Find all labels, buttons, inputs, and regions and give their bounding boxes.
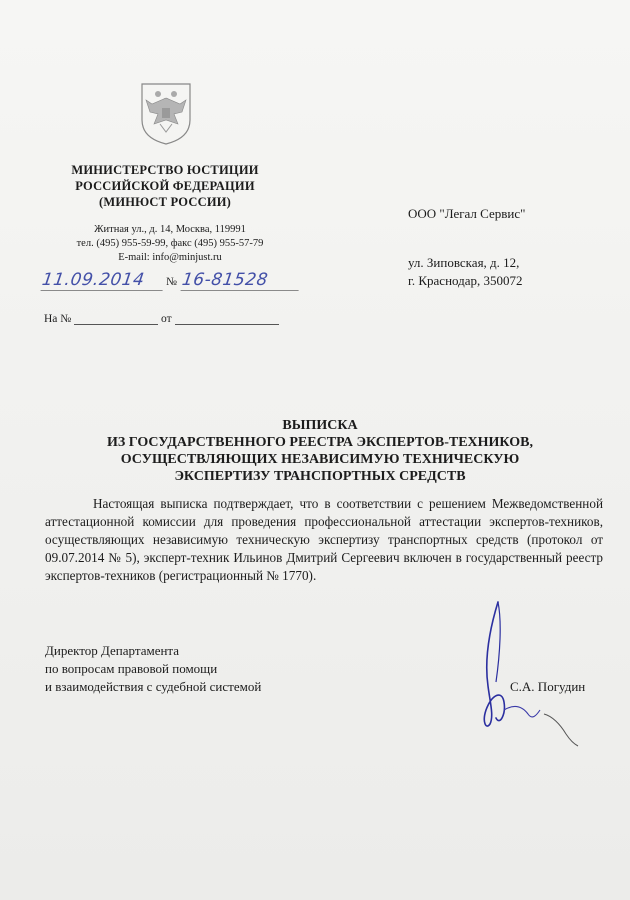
ministry-line: МИНИСТЕРСТВО ЮСТИЦИИ xyxy=(71,163,259,177)
title-line: ВЫПИСКА xyxy=(282,418,358,433)
address-line: E-mail: info@minjust.ru xyxy=(118,252,222,263)
outgoing-number: 16-81528 xyxy=(181,270,302,291)
signer-role-line: по вопросам правовой помощи xyxy=(45,661,218,676)
reference-from-label: от xyxy=(161,313,172,325)
reference-date-blank xyxy=(175,312,279,325)
recipient-address-line: ул. Зиповская, д. 12, xyxy=(408,255,520,270)
recipient-name: ООО "Легал Сервис" xyxy=(408,206,526,221)
address-line: Житная ул., д. 14, Москва, 119991 xyxy=(94,224,246,235)
address-line: тел. (495) 955-59-99, факс (495) 955-57-79 xyxy=(76,238,264,249)
outgoing-number-label: № xyxy=(166,276,177,288)
title-line: ЭКСПЕРТИЗУ ТРАНСПОРТНЫХ СРЕДСТВ xyxy=(174,469,466,484)
signer-role-line: и взаимодействия с судебной системой xyxy=(45,679,262,694)
title-line: ОСУЩЕСТВЛЯЮЩИХ НЕЗАВИСИМУЮ ТЕХНИЧЕСКУЮ xyxy=(120,452,520,467)
ministry-name xyxy=(40,162,290,210)
coat-of-arms-emblem xyxy=(136,80,196,146)
signer-name: С.А. Погудин xyxy=(510,679,586,694)
reference-number-blank xyxy=(74,312,158,325)
signer-role-line: Директор Департамента xyxy=(45,643,180,658)
document-title xyxy=(40,417,600,485)
recipient-address xyxy=(408,254,523,290)
ministry-address xyxy=(40,223,300,265)
ministry-line: РОССИЙСКОЙ ФЕДЕРАЦИИ xyxy=(75,179,255,193)
signer-position xyxy=(45,642,261,696)
reference-label: На № xyxy=(44,313,72,325)
body-paragraph: Настоящая выписка подтверждает, что в соответствии с решением Межведомственной аттестационной комиссии для проведения профессиональной аттестации экспертов-техников, осуществляющих независимую техническую экспертизу транспортных средств (протокол от 09.07.2014 № 5), эксперт-техник Ильинов Дмитрий Сергеевич включен в государственный реестр экспертов-техников (регистрационный № 1770). xyxy=(45,496,603,583)
outgoing-date: 11.09.2014 xyxy=(41,270,166,291)
ministry-line: (МИНЮСТ РОССИИ) xyxy=(98,195,232,209)
reference-line xyxy=(44,312,279,325)
title-line: ИЗ ГОСУДАРСТВЕННОГО РЕЕСТРА ЭКСПЕРТОВ-ТЕХНИКОВ, xyxy=(107,435,533,450)
recipient-address-line: г. Краснодар, 350072 xyxy=(408,273,523,288)
handwritten-signature xyxy=(470,598,590,748)
